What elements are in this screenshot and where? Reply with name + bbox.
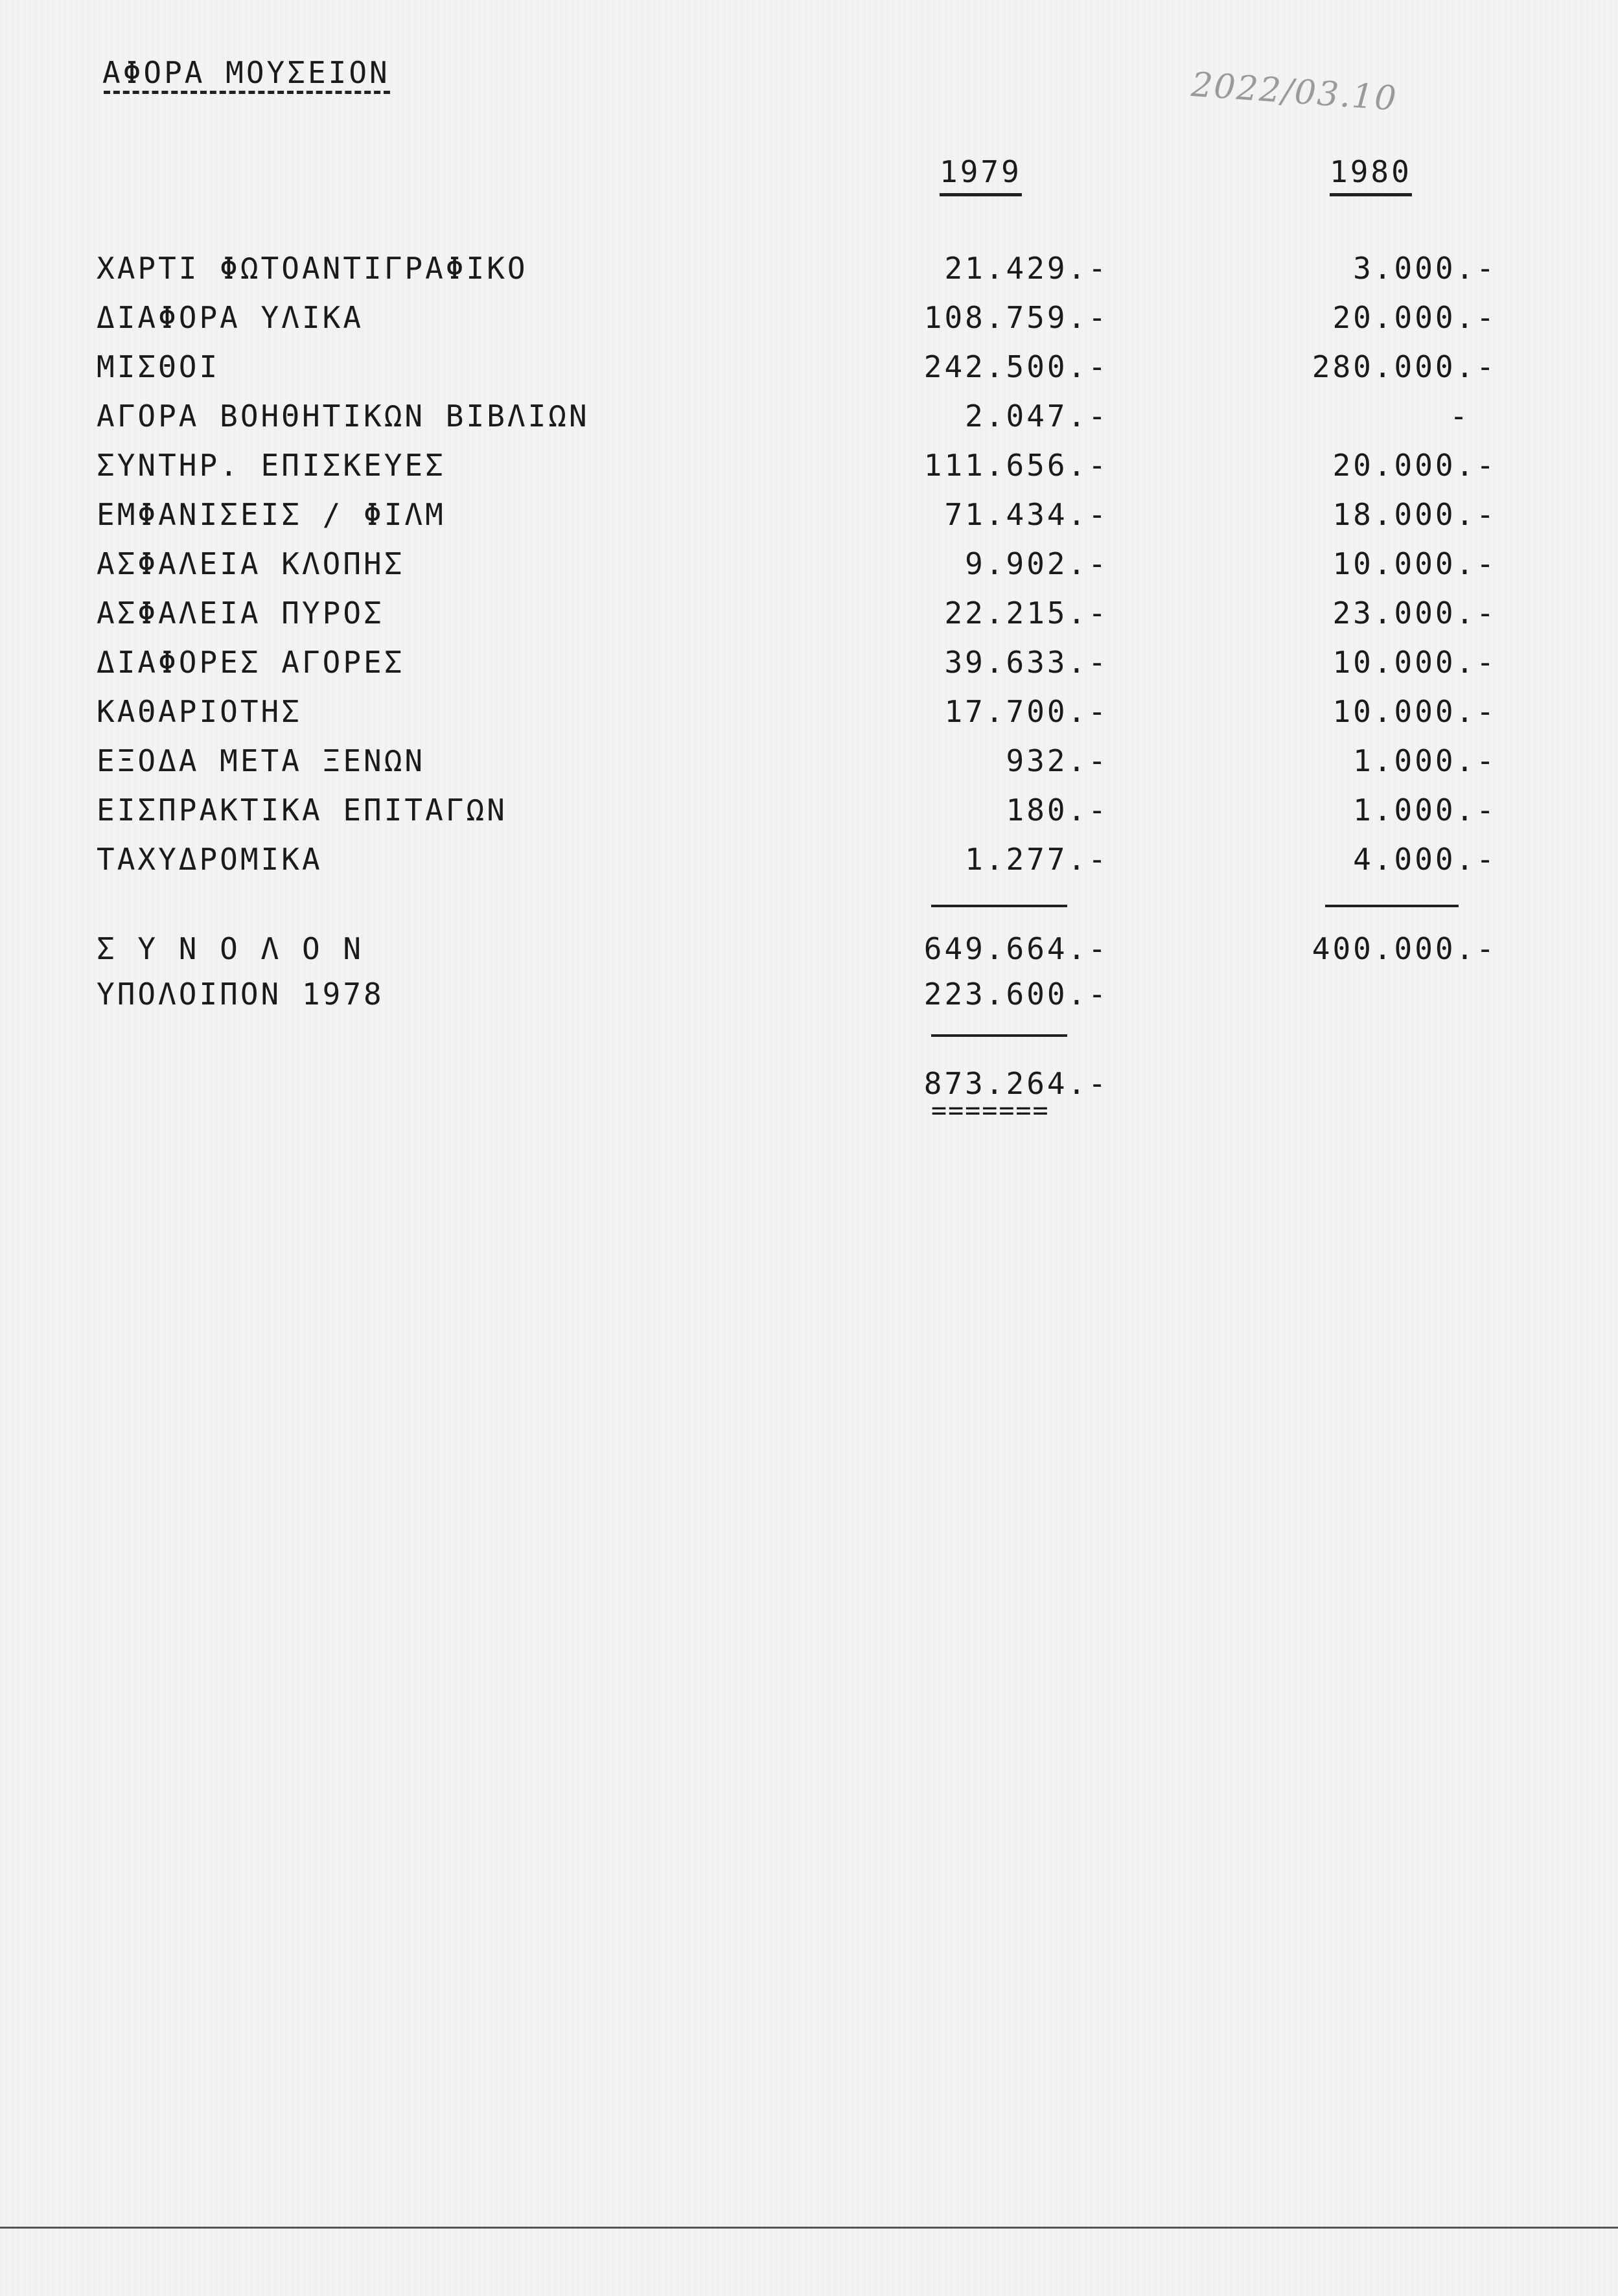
column-header-1979: 1979 [940,154,1022,196]
value-1980: 3.000.- [1353,251,1497,286]
table-row [0,398,1618,434]
row-label: ΔΙΑΦΟΡΑ ΥΛΙΚΑ [97,300,364,335]
document-title: ΑΦΟΡΑ ΜΟΥΣΕΙΟΝ [102,55,390,90]
value-1980: 280.000.- [1312,349,1497,384]
row-label: ΑΣΦΑΛΕΙΑ ΚΛΟΠΗΣ [97,546,405,581]
value-1980: 1.000.- [1353,793,1497,828]
table-row [0,546,1618,582]
value-1980: 20.000.- [1332,300,1497,335]
value-1979: 111.656.- [923,448,1109,483]
row-label: ΧΑΡΤΙ ΦΩΤΟΑΝΤΙΓΡΑΦΙΚΟ [97,251,528,286]
row-label: ΔΙΑΦΟΡΕΣ ΑΓΟΡΕΣ [97,645,405,680]
value-1980: 18.000.- [1332,497,1497,532]
value-1979: 242.500.- [923,349,1109,384]
value-1980: 1.000.- [1353,743,1497,778]
row-label: ΤΑΧΥΔΡΟΜΙΚΑ [97,842,323,877]
balance-label: ΥΠΟΛΟΙΠΟΝ 1978 [97,977,384,1012]
value-1979: 22.215.- [944,596,1109,631]
value-1980: - [1450,399,1470,434]
value-1979: 71.434.- [944,497,1109,532]
table-row [0,447,1618,483]
row-label: ΑΓΟΡΑ ΒΟΗΘΗΤΙΚΩΝ ΒΙΒΛΙΩΝ [97,399,590,434]
total-1980: 400.000.- [1312,931,1497,966]
table-row [0,250,1618,286]
value-1980: 10.000.- [1332,645,1497,680]
value-1979: 39.633.- [944,645,1109,680]
double-rule: ======= [931,1096,1050,1126]
subtotal-rule-1979 [931,905,1067,907]
value-1979: 180.- [1006,793,1109,828]
title-underline [104,91,390,94]
table-row [0,743,1618,779]
value-1980: 20.000.- [1332,448,1497,483]
table-row [0,841,1618,877]
table-row [0,792,1618,828]
value-1979: 108.759.- [923,300,1109,335]
row-label: ΣΥΝΤΗΡ. ΕΠΙΣΚΕΥΕΣ [97,448,446,483]
value-1980: 10.000.- [1332,694,1497,729]
value-1979: 2.047.- [965,399,1109,434]
row-label: ΚΑΘΑΡΙΟΤΗΣ [97,694,302,729]
balance-rule-1979 [931,1034,1067,1037]
table-row [0,299,1618,336]
balance-row [0,976,1618,1012]
value-1979: 1.277.- [965,842,1109,877]
table-row [0,349,1618,385]
row-label: ΜΙΣΘΟΙ [97,349,220,384]
column-header-1980: 1980 [1330,154,1412,196]
grand-total-1979: 873.264.- [923,1066,1109,1101]
value-1980: 4.000.- [1353,842,1497,877]
balance-1979: 223.600.- [923,977,1109,1012]
value-1979: 932.- [1006,743,1109,778]
total-label: Σ Υ Ν Ο Λ Ο Ν [97,931,364,966]
table-row [0,496,1618,533]
value-1980: 10.000.- [1332,546,1497,581]
value-1980: 23.000.- [1332,596,1497,631]
table-row [0,595,1618,631]
row-label: ΕΞΟΔΑ ΜΕΤΑ ΞΕΝΩΝ [97,743,426,778]
subtotal-rule-1980 [1325,905,1459,907]
value-1979: 9.902.- [965,546,1109,581]
table-row [0,693,1618,730]
value-1979: 21.429.- [944,251,1109,286]
total-1979: 649.664.- [923,931,1109,966]
row-label: ΑΣΦΑΛΕΙΑ ΠΥΡΟΣ [97,596,384,631]
handwritten-note: 2022/03.10 [1190,65,1399,119]
total-row [0,931,1618,967]
grand-total-row [0,1065,1618,1102]
value-1979: 17.700.- [944,694,1109,729]
row-label: ΕΜΦΑΝΙΣΕΙΣ / ΦΙΛΜ [97,497,446,532]
row-label: ΕΙΣΠΡΑΚΤΙΚΑ ΕΠΙΤΑΓΩΝ [97,793,507,828]
table-row [0,644,1618,680]
page-bottom-edge [0,2227,1618,2229]
